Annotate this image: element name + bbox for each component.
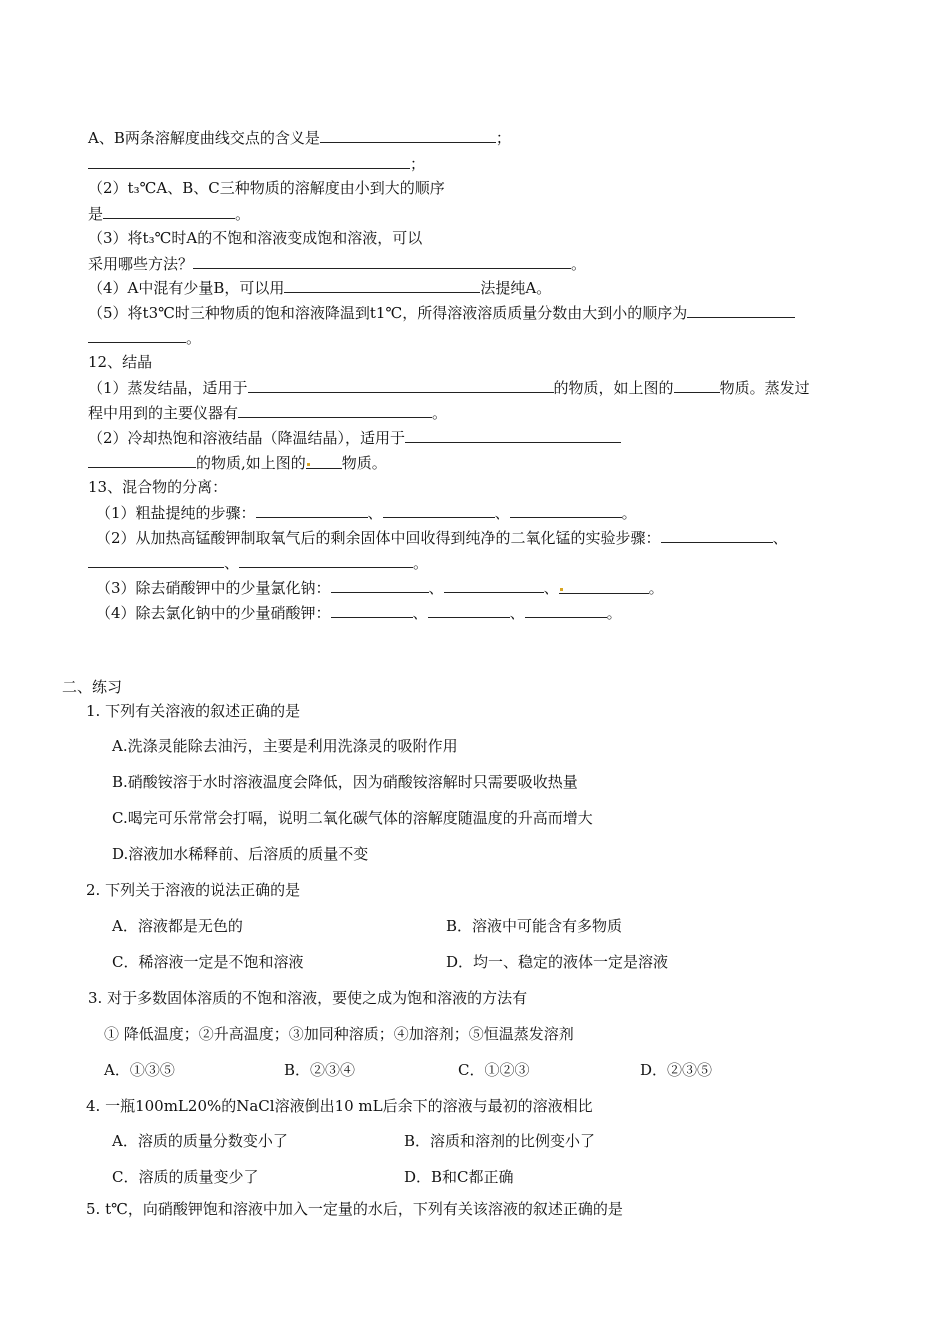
q3-option-c[interactable]: C．①②③ xyxy=(458,1061,530,1079)
question-1-stem: 1. 下列有关溶液的叙述正确的是 xyxy=(86,702,301,720)
answer-blank[interactable] xyxy=(661,527,773,543)
answer-blank[interactable] xyxy=(559,578,649,594)
answer-blank[interactable] xyxy=(248,377,554,393)
question-4-stem: 4. 一瓶100mL20%的NaCl溶液倒出10 mL后余下的溶液与最初的溶液相比 xyxy=(86,1097,593,1115)
answer-blank[interactable] xyxy=(88,327,186,343)
answer-blank[interactable] xyxy=(428,602,510,618)
answer-blank[interactable] xyxy=(320,127,496,143)
question-3-stem: 3. 对于多数固体溶质的不饱和溶液，要使之成为饱和溶液的方法有 xyxy=(88,989,528,1007)
answer-blank[interactable] xyxy=(306,453,342,469)
remove-kno3: （4）除去氯化钠中的少量硝酸钾： 、 、 。 xyxy=(96,604,622,622)
q3-option-a[interactable]: A．①③⑤ xyxy=(104,1061,175,1079)
answer-blank[interactable] xyxy=(103,203,235,219)
answer-blank[interactable] xyxy=(331,577,429,593)
line-ab-intersection: A、B两条溶解度曲线交点的含义是 ； xyxy=(88,129,511,147)
answer-blank[interactable] xyxy=(383,502,495,518)
evaporation-crystallization: （1）蒸发结晶，适用于 的物质，如上图的 物质。蒸发过 xyxy=(88,379,810,397)
q3-option-d[interactable]: D．②③⑤ xyxy=(640,1061,713,1079)
answer-blank[interactable] xyxy=(510,502,622,518)
dot-mark xyxy=(307,463,310,466)
question-2-stem: 2. 下列关于溶液的说法正确的是 xyxy=(86,881,301,899)
dot-mark xyxy=(560,588,563,591)
q4-option-a[interactable]: A．溶质的质量分数变小了 xyxy=(112,1132,288,1150)
answer-blank[interactable] xyxy=(238,402,432,418)
q4-option-c[interactable]: C．溶质的质量变少了 xyxy=(112,1168,259,1186)
answer-blank[interactable] xyxy=(525,602,607,618)
answer-blank[interactable] xyxy=(88,552,224,568)
q1-option-c[interactable]: C.喝完可乐常常会打嗝，说明二氧化碳气体的溶解度随温度的升高而增大 xyxy=(112,809,593,827)
line-order-answer: 是 。 xyxy=(88,205,251,223)
q1-option-d[interactable]: D.溶液加水稀释前、后溶质的质量不变 xyxy=(112,845,369,863)
question-5-stem: 5. t℃，向硝酸钾饱和溶液中加入一定量的水后，下列有关该溶液的叙述正确的是 xyxy=(86,1200,623,1218)
section-practice-heading: 二、练习 xyxy=(62,678,123,696)
q2-option-d[interactable]: D．均一、稳定的液体一定是溶液 xyxy=(446,953,669,971)
q4-option-d[interactable]: D．B和C都正确 xyxy=(404,1168,514,1186)
answer-blank[interactable] xyxy=(284,277,480,293)
cooling-crystallization-continuation: 的物质,如上图的 物质。 xyxy=(88,452,387,473)
line-methods: 采用哪些方法？ 。 xyxy=(88,255,587,273)
cooling-crystallization: （2）冷却热饱和溶液结晶（降温结晶），适用于 xyxy=(88,427,621,448)
answer-blank[interactable] xyxy=(88,452,196,468)
q1-option-a[interactable]: A.洗涤灵能除去油污，主要是利用洗涤灵的吸附作用 xyxy=(112,737,458,755)
question-5-cooling: （5）将t3℃时三种物质的饱和溶液降温到t1℃，所得溶液溶质质量分数由大到小的顺序为 xyxy=(88,302,795,323)
heading-separation: 13、混合物的分离： xyxy=(88,478,228,496)
answer-blank[interactable] xyxy=(239,552,413,568)
answer-blank[interactable] xyxy=(405,427,621,443)
answer-blank[interactable] xyxy=(331,602,413,618)
line-continuation: ； xyxy=(88,153,425,174)
answer-blank[interactable] xyxy=(674,377,720,393)
evaporation-instruments: 程中用到的主要仪器有 。 xyxy=(88,404,448,422)
remove-nacl: （3）除去硝酸钾中的少量氯化钠： 、 、 。 xyxy=(96,579,664,597)
q2-option-b[interactable]: B．溶液中可能含有多物质 xyxy=(446,917,623,935)
q1-option-b[interactable]: B.硝酸铵溶于水时溶液温度会降低，因为硝酸铵溶解时只需要吸收热量 xyxy=(112,773,578,791)
mno2-recovery: （2）从加热高锰酸钾制取氧气后的剩余固体中回收得到纯净的二氧化锰的实验步骤： 、 xyxy=(96,529,788,547)
answer-blank[interactable] xyxy=(256,502,368,518)
salt-purification: （1）粗盐提纯的步骤： 、 、 。 xyxy=(96,504,637,522)
q4-option-b[interactable]: B．溶质和溶剂的比例变小了 xyxy=(404,1132,596,1150)
q2-option-a[interactable]: A．溶液都是无色的 xyxy=(112,917,243,935)
q2-option-c[interactable]: C．稀溶液一定是不饱和溶液 xyxy=(112,953,304,971)
mno2-recovery-continuation: 、 。 xyxy=(88,552,428,573)
heading-crystallization: 12、结晶 xyxy=(88,353,153,371)
question-3-saturation: （3）将t₃℃时A的不饱和溶液变成饱和溶液，可以 xyxy=(88,229,423,247)
answer-blank[interactable] xyxy=(444,577,544,593)
answer-blank[interactable] xyxy=(193,253,571,269)
answer-blank[interactable] xyxy=(687,302,795,318)
line-cooling-continuation: 。 xyxy=(88,327,201,348)
q3-methods-list: ① 降低温度；②升高温度；③加同种溶质；④加溶剂；⑤恒温蒸发溶剂 xyxy=(104,1025,574,1043)
answer-blank[interactable] xyxy=(88,153,410,169)
question-4-purify: （4）A中混有少量B，可以用 法提纯A。 xyxy=(88,279,552,297)
question-2-solubility-order: （2）t₃℃A、B、C三种物质的溶解度由小到大的顺序 xyxy=(88,179,445,197)
q3-option-b[interactable]: B．②③④ xyxy=(284,1061,356,1079)
